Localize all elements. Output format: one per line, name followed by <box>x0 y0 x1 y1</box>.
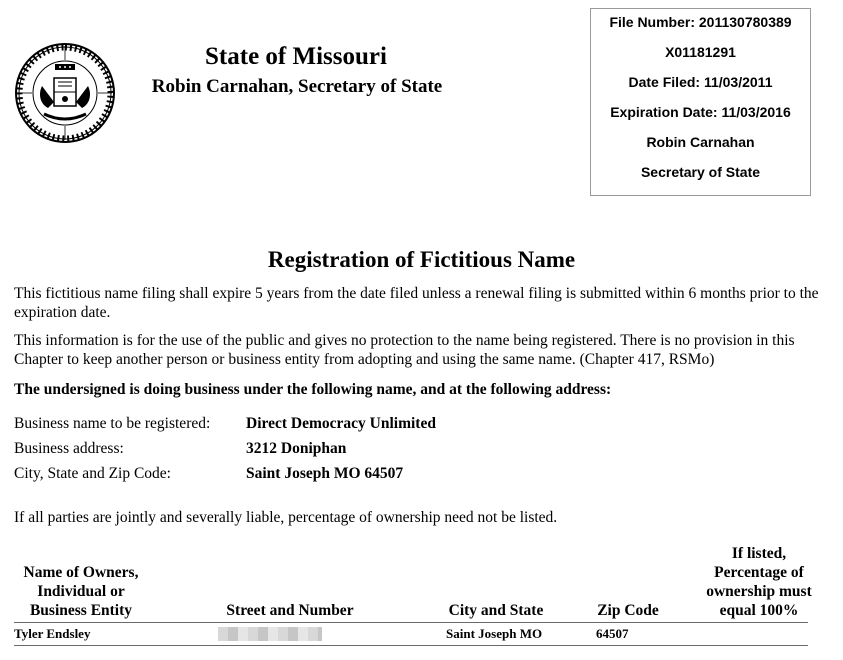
document-title: Registration of Fictitious Name <box>267 247 576 272</box>
owner-name-cell: Tyler Endsley <box>14 626 91 641</box>
street-header: Street and Number <box>226 602 354 619</box>
percentage-header-line: If listed, <box>731 545 787 562</box>
file-number: File Number: 201130780389 <box>609 14 792 30</box>
jointly-liable-notice: If all parties are jointly and severally liable, percentage of ownership need not be listed. <box>14 509 558 526</box>
charter-number: X01181291 <box>665 44 736 60</box>
percentage-header-line: equal 100% <box>719 602 799 619</box>
percentage-header-line: ownership must <box>706 583 812 600</box>
state-seal-image <box>14 42 116 144</box>
table-row-divider <box>14 645 808 646</box>
owner-city-cell: Saint Joseph MO <box>446 626 543 641</box>
state-title: State of Missouri <box>205 43 387 70</box>
official-name: Robin Carnahan <box>646 134 755 150</box>
owner-zip-cell: 64507 <box>596 626 629 641</box>
zip-header: Zip Code <box>597 602 659 619</box>
city-header: City and State <box>448 602 544 619</box>
undersigned-statement: The undersigned is doing business under the following name, and at the following address: <box>14 381 612 398</box>
owner-header-line: Business Entity <box>29 602 133 619</box>
city-state-zip-label: City, State and Zip Code: <box>14 465 171 482</box>
owner-header-line: Name of Owners, <box>23 564 139 581</box>
secretary-title: Robin Carnahan, Secretary of State <box>151 76 443 97</box>
owner-header-line: Individual or <box>37 583 125 600</box>
owner-name-header <box>14 563 148 620</box>
business-name-label: Business name to be registered: <box>14 415 211 432</box>
business-address-value: 3212 Doniphan <box>246 440 347 457</box>
city-state-zip-value: Saint Joseph MO 64507 <box>246 465 404 482</box>
official-title: Secretary of State <box>640 164 761 180</box>
percentage-header-line: Percentage of <box>714 564 804 581</box>
percentage-header <box>698 544 820 620</box>
file-info-box <box>590 8 811 196</box>
table-header-divider <box>14 622 808 623</box>
business-address-label: Business address: <box>14 440 124 457</box>
public-notice: This information is for the use of the public and gives no protection to the name being registered. There is no provision in this Chapter to keep another person or business entity from adopting and using the same name. (Chapter 417, RSMo) <box>14 332 795 368</box>
business-name-value: Direct Democracy Unlimited <box>246 415 436 432</box>
expiration-date: Expiration Date: 11/03/2016 <box>610 104 791 120</box>
expire-notice: This fictitious name filing shall expire 5 years from the date filed unless a renewal filing is submitted within 6 months prior to the expiration date. <box>14 285 819 321</box>
redacted-street-address <box>218 627 322 641</box>
date-filed: Date Filed: 11/03/2011 <box>628 74 773 90</box>
